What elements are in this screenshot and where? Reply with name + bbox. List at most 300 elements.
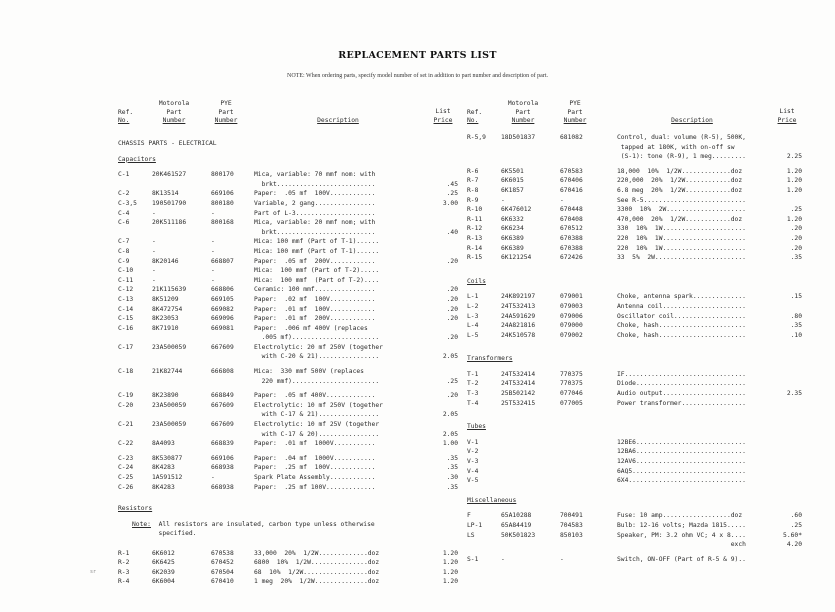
- motorola-part-number: 6K6012: [152, 549, 175, 557]
- motorola-part-number: 6K6004: [152, 578, 175, 586]
- motorola-part-number: 21K82744: [152, 368, 183, 376]
- list-price: .20: [446, 305, 458, 313]
- motorola-part-number: -: [152, 247, 156, 255]
- part-description: brkt..........................: [254, 228, 376, 236]
- resistors-list: [118, 549, 458, 587]
- motorola-part-number: 8K51209: [152, 295, 179, 303]
- list-price: 1.20: [786, 167, 802, 175]
- part-description: 3300 10% 2W.....................: [617, 206, 746, 214]
- parts-row: [467, 133, 802, 143]
- part-description: 18,000 10% 1/2W.............doz: [617, 167, 743, 175]
- parts-row: [118, 420, 458, 430]
- part-description: Mica: 100 mmf (Part of T-2)....: [254, 276, 380, 284]
- part-description: Paper: .05 mf 100V............: [254, 190, 376, 198]
- parts-row: [467, 196, 802, 206]
- motorola-part-number: 6K5501: [501, 167, 524, 175]
- section-capacitors: Capacitors: [118, 155, 156, 163]
- pye-part-number: -: [211, 276, 215, 284]
- parts-row: [118, 180, 458, 190]
- parts-row: [118, 352, 458, 362]
- list-price: .20: [790, 225, 802, 233]
- section-resistors: Resistors: [118, 505, 153, 513]
- motorola-part-number: 6K476012: [501, 206, 532, 214]
- list-price: 2.25: [786, 153, 802, 161]
- parts-row: [467, 143, 802, 153]
- parts-row: [118, 266, 458, 276]
- ref-number: R-3: [118, 568, 130, 576]
- pye-part-number: 669106: [211, 454, 234, 462]
- parts-row: [118, 439, 458, 449]
- pye-part-number: 668839: [211, 440, 234, 448]
- parts-row: [118, 257, 458, 267]
- list-price: .45: [446, 180, 458, 188]
- pye-part-number: 681082: [560, 134, 583, 141]
- list-price: 1.20: [442, 578, 458, 586]
- motorola-part-number: 8A4093: [152, 440, 175, 448]
- pye-part-number: 670504: [211, 568, 234, 576]
- pye-part-number: 667609: [211, 343, 234, 351]
- ref-number: R-15: [467, 254, 483, 262]
- ref-number: C-19: [118, 392, 134, 400]
- list-price: 4.20: [786, 541, 802, 549]
- ref-number: C-13: [118, 295, 134, 303]
- list-price: .20: [446, 295, 458, 303]
- parts-row: [118, 430, 458, 440]
- pye-part-number: 077005: [560, 399, 583, 407]
- ref-number: C-4: [118, 209, 130, 217]
- transformers-list: [467, 370, 802, 408]
- pye-part-number: 670512: [560, 225, 583, 233]
- list-price: .15: [790, 293, 802, 301]
- header-description: Description: [671, 117, 713, 124]
- page-title: REPLACEMENT PARTS LIST: [338, 50, 497, 61]
- margin-mark: sr: [90, 569, 97, 575]
- pye-part-number: 667609: [211, 421, 234, 429]
- parts-row: [467, 370, 802, 380]
- parts-row: [467, 540, 802, 550]
- list-price: 5.60*: [783, 531, 802, 539]
- pye-part-number: 669081: [211, 324, 234, 332]
- ref-number: C-11: [118, 276, 134, 284]
- part-description: (S-1): tone (R-9), 1 meg.........: [617, 153, 746, 161]
- motorola-part-number: 21K115639: [152, 286, 187, 294]
- part-description: Mica: 100 mmf (Part of T-2).....: [254, 267, 380, 275]
- pye-part-number: 668938: [211, 464, 234, 472]
- motorola-part-number: -: [152, 267, 156, 275]
- pye-part-number: -: [211, 238, 215, 246]
- miscellaneous-list: [467, 511, 802, 564]
- pye-part-number: 079002: [560, 331, 583, 339]
- ref-number: V-1: [467, 438, 479, 446]
- motorola-part-number: 24T532414: [501, 370, 536, 378]
- ref-number: T-4: [467, 399, 479, 407]
- motorola-part-number: 20K511186: [152, 219, 187, 227]
- part-description: 6.8 meg 20% 1/2W............doz: [617, 186, 743, 194]
- list-price: .25: [790, 522, 802, 529]
- motorola-part-number: 24K510578: [501, 331, 536, 339]
- list-price: .25: [446, 190, 458, 198]
- parts-row: [467, 292, 802, 302]
- ref-number: L-3: [467, 312, 479, 320]
- part-description: Audio output......................: [617, 390, 746, 398]
- parts-row: [118, 199, 458, 209]
- motorola-part-number: 25B502142: [501, 390, 536, 398]
- ref-number: S-1: [467, 555, 479, 563]
- list-price: .25: [446, 377, 458, 385]
- parts-row: [118, 568, 458, 578]
- pye-part-number: 670388: [560, 244, 583, 252]
- part-description: Paper: .05 mf 400V.............: [254, 392, 376, 400]
- motorola-part-number: 6K1857: [501, 186, 524, 194]
- parts-row: [118, 218, 458, 228]
- part-description: Bulb: 12-16 volts; Mazda 1815.....: [617, 522, 746, 529]
- pye-part-number: 800180: [211, 199, 234, 207]
- pye-part-number: 666808: [211, 368, 234, 376]
- parts-row: [118, 343, 458, 353]
- part-description: 470,000 20% 1/2W............doz: [617, 215, 743, 223]
- list-price: .35: [446, 454, 458, 462]
- list-price: .25: [790, 206, 802, 214]
- ref-number: R-12: [467, 225, 483, 233]
- pye-part-number: 670452: [211, 559, 234, 567]
- right-column: [467, 100, 802, 564]
- header-description: Description: [317, 117, 359, 124]
- ref-number: C-21: [118, 421, 134, 429]
- part-description: Paper: .25 mf 100V............: [254, 464, 376, 472]
- part-description: Paper: .05 mf 200V............: [254, 257, 376, 265]
- part-description: 68 10% 1/2W.................doz: [254, 568, 380, 576]
- part-description: Paper: .02 mf 100V............: [254, 295, 376, 303]
- motorola-part-number: 8K23890: [152, 392, 179, 400]
- parts-row: [467, 321, 802, 331]
- parts-row: [467, 302, 802, 312]
- part-description: Electrolytic: 10 mf 250V (together: [254, 401, 383, 409]
- motorola-part-number: 65A84419: [501, 522, 532, 529]
- part-description: Antenna coil......................: [617, 302, 746, 310]
- motorola-part-number: 6K6015: [501, 177, 524, 185]
- parts-row: [118, 367, 458, 377]
- part-description: with C-17 & 20)................: [254, 430, 380, 438]
- motorola-part-number: 8K4283: [152, 464, 175, 472]
- motorola-part-number: 8K13514: [152, 190, 179, 198]
- ref-number: R-8: [467, 186, 479, 194]
- motorola-part-number: -: [152, 209, 156, 217]
- ref-number: T-1: [467, 370, 479, 378]
- part-description: Mica: 100 mmf (Part of T-1)......: [254, 238, 380, 246]
- pye-part-number: 850103: [560, 531, 583, 539]
- parts-row: [118, 189, 458, 199]
- header-ref: Ref. No.: [118, 108, 134, 124]
- motorola-part-number: 25T532415: [501, 399, 536, 407]
- pye-part-number: 668938: [211, 483, 234, 491]
- ref-number: C-9: [118, 257, 130, 265]
- motorola-part-number: -: [152, 238, 156, 246]
- part-description: 220 10% 1W......................: [617, 234, 746, 242]
- ref-number: C-20: [118, 401, 134, 409]
- ref-number: R-7: [467, 177, 479, 185]
- part-description: 33,000 20% 1/2W.............doz: [254, 549, 380, 557]
- parts-row: [118, 228, 458, 238]
- part-description: Paper: .04 mf 1000V...........: [254, 454, 376, 462]
- note-label: Note:: [132, 520, 151, 528]
- ref-number: C-8: [118, 247, 130, 255]
- list-price: 1.00: [442, 440, 458, 448]
- part-description: Mica, variable: 70 mmf nom: with: [254, 171, 376, 179]
- part-description: Paper: .01 mf 1000V...........: [254, 440, 376, 448]
- parts-row: [118, 285, 458, 295]
- list-price: .20: [446, 334, 458, 342]
- part-description: 220 mmf).......................: [254, 377, 380, 385]
- motorola-part-number: 8K4283: [152, 483, 175, 491]
- ref-number: C-10: [118, 267, 134, 275]
- list-price: 1.20: [442, 549, 458, 557]
- part-description: Choke, hash.......................: [617, 331, 746, 339]
- list-price: .20: [446, 392, 458, 400]
- part-description: .005 mf).......................: [254, 334, 380, 342]
- capacitors-list: [118, 170, 458, 492]
- motorola-part-number: 8K530877: [152, 454, 183, 462]
- motorola-part-number: 8K20146: [152, 257, 179, 265]
- ref-number: R-10: [467, 206, 483, 214]
- ref-number: R-11: [467, 215, 483, 223]
- ref-number: C-22: [118, 440, 134, 448]
- motorola-part-number: 23A500059: [152, 401, 187, 409]
- motorola-part-number: 24A821816: [501, 322, 536, 330]
- ref-number: F: [467, 512, 471, 520]
- pye-part-number: 669082: [211, 305, 234, 313]
- ordering-note: NOTE: When ordering parts, specify model number of set in addition to part number and description of part.: [287, 73, 548, 79]
- note-line-1: All resistors are insulated, carbon type unless otherwise: [158, 520, 375, 528]
- ref-number: C-24: [118, 464, 134, 472]
- ref-number: L-5: [467, 331, 479, 339]
- part-description: Choke, antenna spark..............: [617, 293, 746, 301]
- motorola-part-number: 8K71910: [152, 324, 179, 332]
- part-description: 12BA6.............................: [617, 448, 746, 456]
- pye-part-number: 668849: [211, 392, 234, 400]
- ref-number: C-26: [118, 483, 134, 491]
- list-price: .35: [790, 254, 802, 262]
- parts-row: [118, 170, 458, 180]
- ref-number: R-2: [118, 559, 130, 567]
- resistors-note: [118, 520, 458, 539]
- parts-row: [118, 237, 458, 247]
- parts-row: [467, 186, 802, 196]
- parts-row: [118, 483, 458, 493]
- pye-part-number: 670408: [560, 215, 583, 223]
- part-description: 6X4...............................: [617, 477, 746, 485]
- ref-number: R-5,9: [467, 134, 486, 141]
- motorola-part-number: 20K461527: [152, 171, 187, 179]
- parts-row: [467, 224, 802, 234]
- motorola-part-number: 6K6389: [501, 234, 524, 242]
- list-price: .20: [446, 315, 458, 323]
- part-description: 12BE6.............................: [617, 438, 746, 446]
- motorola-part-number: 6K121254: [501, 254, 532, 262]
- motorola-part-number: 8K472754: [152, 305, 183, 313]
- list-price: 1.20: [786, 177, 802, 185]
- list-price: .20: [790, 234, 802, 242]
- ref-number: C-6: [118, 219, 130, 227]
- parts-row: [467, 521, 802, 531]
- part-description: Speaker, PM: 3.2 ohm VC; 4 x 8....: [617, 531, 746, 539]
- pye-part-number: -: [560, 196, 564, 204]
- pye-part-number: 669106: [211, 190, 234, 198]
- ref-number: C-15: [118, 315, 134, 323]
- motorola-part-number: 8K23053: [152, 315, 179, 323]
- parts-row: [467, 389, 802, 399]
- list-price: 1.20: [442, 568, 458, 576]
- note-line-2: specified.: [158, 530, 197, 538]
- ref-number: T-3: [467, 390, 479, 398]
- motorola-part-number: 18D501837: [501, 134, 536, 141]
- parts-row: [467, 555, 802, 565]
- column-headers: [118, 100, 458, 133]
- ref-number: R-9: [467, 196, 479, 204]
- list-price: .10: [790, 331, 802, 339]
- parts-row: [467, 379, 802, 389]
- motorola-part-number: 6K6234: [501, 225, 524, 233]
- header-motorola: Motorola Part Number: [507, 100, 539, 124]
- pye-part-number: 670406: [560, 177, 583, 185]
- ref-number: C-16: [118, 324, 134, 332]
- parts-row: [118, 558, 458, 568]
- header-ref: Ref. No.: [467, 108, 483, 124]
- pye-part-number: -: [211, 209, 215, 217]
- pye-part-number: 079001: [560, 293, 583, 301]
- section-miscellaneous: Miscellaneous: [467, 496, 517, 504]
- part-description: Paper: .01 mf 200V............: [254, 315, 376, 323]
- part-description: 220 10% 1W......................: [617, 244, 746, 252]
- part-description: Paper: .01 mf 100V............: [254, 305, 376, 313]
- ref-number: C-1: [118, 171, 130, 179]
- pye-part-number: 670583: [560, 167, 583, 175]
- section-chassis-parts: CHASSIS PARTS - ELECTRICAL: [118, 140, 217, 147]
- parts-row: [118, 401, 458, 411]
- parts-row: [467, 531, 802, 541]
- part-description: 6AQ5..............................: [617, 467, 746, 475]
- ref-number: T-2: [467, 380, 479, 388]
- section-coils: Coils: [467, 277, 486, 285]
- pye-part-number: 770375: [560, 370, 583, 378]
- pye-part-number: -: [211, 474, 215, 481]
- parts-row: [467, 447, 802, 457]
- part-description: Control, dual: volume (R-5), 500K,: [617, 134, 746, 141]
- parts-row: [467, 457, 802, 467]
- parts-row: [467, 244, 802, 254]
- list-price: 1.20: [786, 215, 802, 223]
- pye-part-number: -: [560, 555, 564, 563]
- header-price: List Price: [777, 108, 797, 124]
- parts-row: [118, 333, 458, 343]
- section-transformers: Transformers: [467, 355, 513, 363]
- motorola-part-number: -: [501, 555, 505, 563]
- parts-row: [467, 253, 802, 263]
- motorola-part-number: 6K6389: [501, 244, 524, 252]
- list-price: .20: [446, 257, 458, 265]
- ref-number: V-4: [467, 467, 479, 475]
- ref-number: C-12: [118, 286, 134, 294]
- parts-row: [118, 305, 458, 315]
- motorola-part-number: 1A591512: [152, 474, 183, 481]
- ref-number: L-4: [467, 322, 479, 330]
- part-description: Mica: 100 mmf (Part of T-1)......: [254, 247, 380, 255]
- part-description: 33 5% 2W........................: [617, 254, 746, 262]
- pye-part-number: 668806: [211, 286, 234, 294]
- parts-row: [467, 167, 802, 177]
- pye-part-number: 800168: [211, 219, 234, 227]
- resistors-continued-list: [467, 133, 802, 263]
- pye-part-number: 770375: [560, 380, 583, 388]
- parts-row: [118, 314, 458, 324]
- ref-number: C-23: [118, 454, 134, 462]
- pye-part-number: 669105: [211, 295, 234, 303]
- ref-number: LP-1: [467, 522, 483, 529]
- parts-row: [467, 438, 802, 448]
- parts-row: [118, 391, 458, 401]
- section-tubes: Tubes: [467, 423, 486, 431]
- parts-row: [467, 205, 802, 215]
- tubes-list: [467, 438, 802, 486]
- parts-row: [467, 476, 802, 486]
- motorola-part-number: 6K2039: [152, 568, 175, 576]
- part-description: Power transformer.................: [617, 399, 746, 407]
- pye-part-number: 079000: [560, 322, 583, 330]
- part-description: Diode.............................: [617, 380, 746, 388]
- ref-number: C-3,5: [118, 199, 137, 207]
- pye-part-number: 670388: [560, 234, 583, 242]
- part-description: brkt..........................: [254, 180, 376, 188]
- motorola-part-number: 6K6332: [501, 215, 524, 223]
- part-description: Paper: .25 mf 100V.............: [254, 483, 376, 491]
- part-description: Variable, 2 gang................: [254, 199, 376, 207]
- parts-row: [467, 399, 802, 409]
- part-description: Oscillator coil...................: [617, 312, 746, 320]
- motorola-part-number: 23A500059: [152, 421, 187, 429]
- motorola-part-number: -: [501, 196, 505, 204]
- parts-row: [467, 215, 802, 225]
- ref-number: LS: [467, 531, 475, 539]
- pye-part-number: 700491: [560, 512, 583, 520]
- list-price: 2.35: [786, 390, 802, 398]
- parts-row: [467, 152, 802, 162]
- header-pye: PYE Part Number: [214, 100, 238, 124]
- part-description: exch: [617, 541, 746, 549]
- list-price: .35: [790, 322, 802, 330]
- parts-row: [467, 467, 802, 477]
- motorola-part-number: -: [152, 276, 156, 284]
- pye-part-number: -: [211, 247, 215, 255]
- part-description: Part of L-3.....................: [254, 209, 376, 217]
- pye-part-number: 079006: [560, 312, 583, 320]
- part-description: 220,000 20% 1/2W............doz: [617, 177, 743, 185]
- list-price: .20: [446, 286, 458, 294]
- parts-row: [118, 276, 458, 286]
- list-price: 2.05: [442, 430, 458, 438]
- part-description: 6800 10% 1/2W...............doz: [254, 559, 380, 567]
- part-description: tapped at 180K, with on-off sw: [617, 143, 735, 151]
- pye-part-number: 672426: [560, 254, 583, 262]
- ref-number: C-2: [118, 190, 130, 198]
- part-description: Electrolytic: 20 mf 250V (together: [254, 343, 383, 351]
- part-description: Mica, variable: 20 mmf nom; with: [254, 219, 376, 227]
- motorola-part-number: 24A591629: [501, 312, 536, 320]
- part-description: with C-20 & 21)................: [254, 353, 380, 361]
- list-price: .30: [446, 474, 458, 481]
- coils-list: [467, 292, 802, 340]
- motorola-part-number: 24T532413: [501, 302, 536, 310]
- parts-row: [467, 511, 802, 521]
- parts-row: [118, 209, 458, 219]
